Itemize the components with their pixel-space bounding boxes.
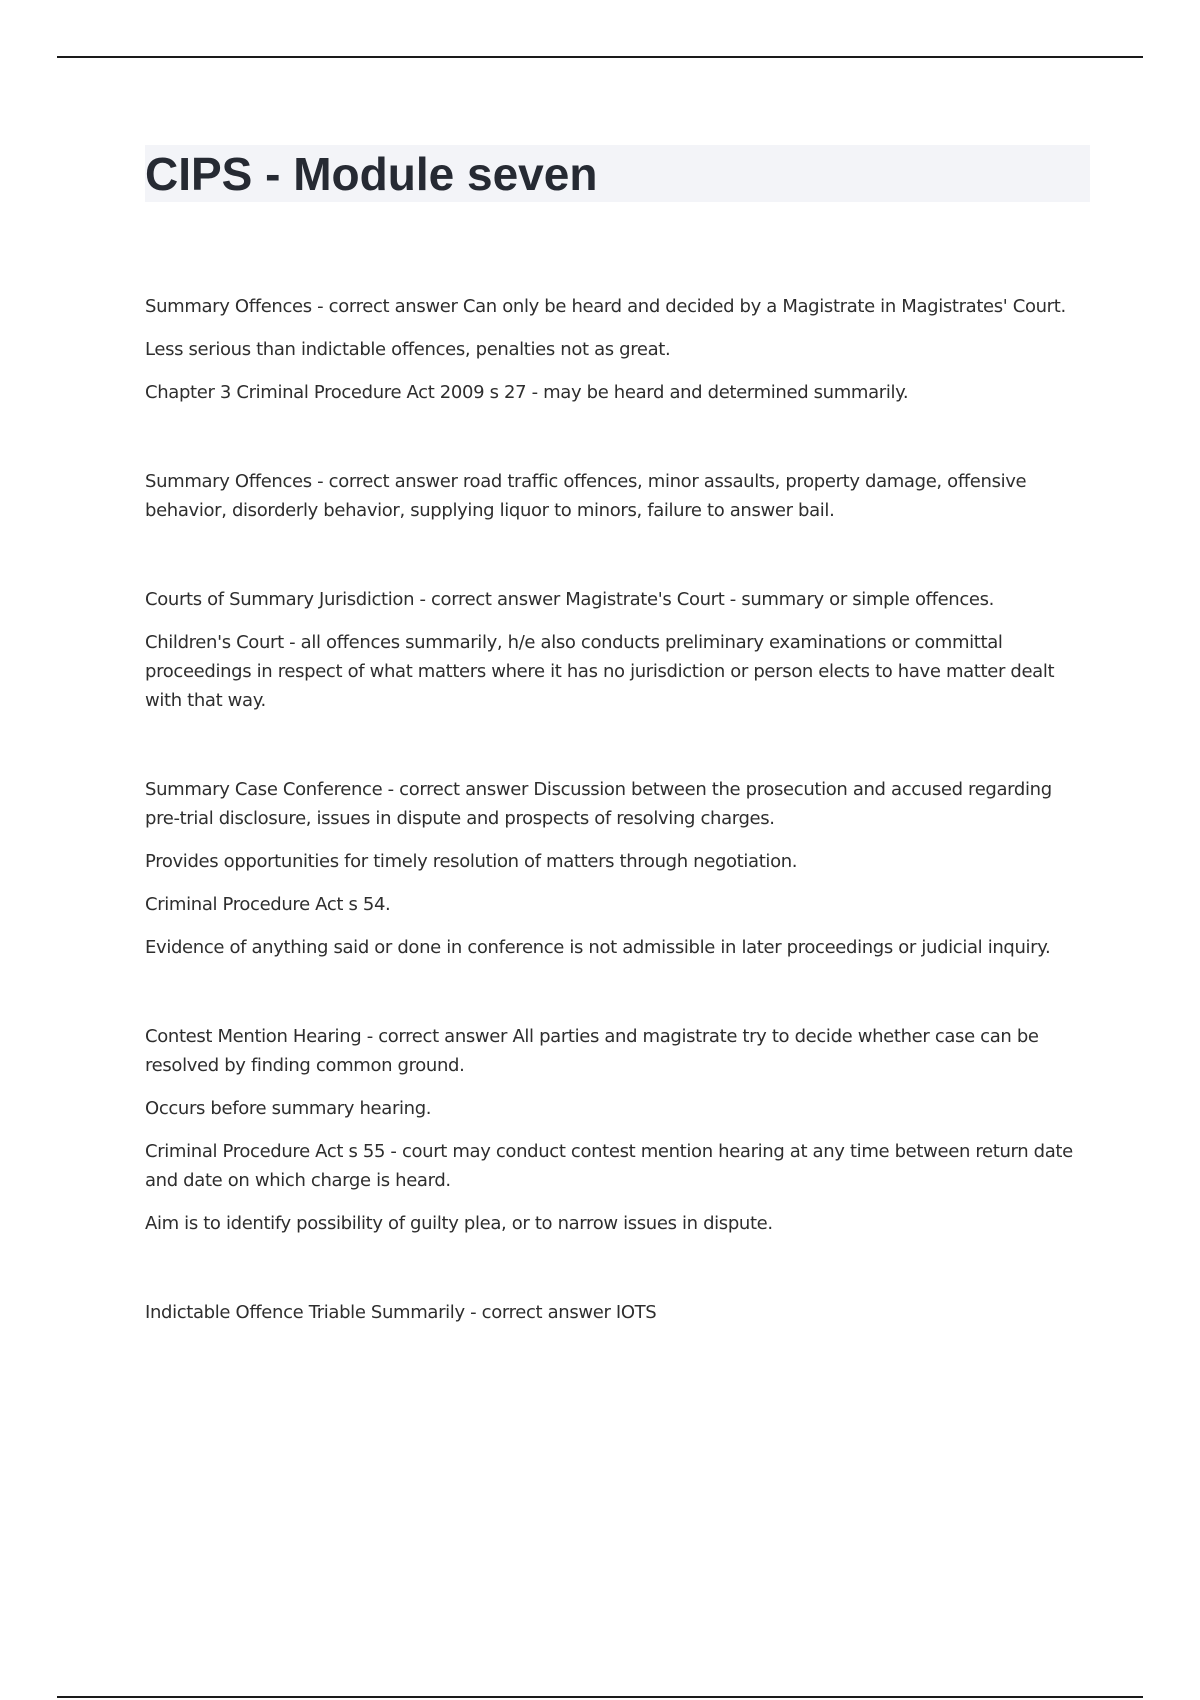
entry-paragraph: Occurs before summary hearing. <box>145 1098 432 1119</box>
entry-paragraph: Provides opportunities for timely resolution of matters through negotiation. <box>145 851 798 872</box>
qa-entry <box>145 1298 1090 1327</box>
qa-entry <box>145 585 1090 715</box>
entry-paragraph: Evidence of anything said or done in conference is not admissible in later proceedings or judicial inquiry. <box>145 937 1051 958</box>
entry-paragraph: Children's Court - all offences summarily, h/e also conducts preliminary examinations or committal proceedings in respect of what matters where it has no jurisdiction or person elects to have matter dealt with that way. <box>145 632 1055 711</box>
footer-rule <box>57 1696 1143 1698</box>
qa-entry <box>145 775 1090 962</box>
entry-paragraph: Contest Mention Hearing - correct answer All parties and magistrate try to decide whether case can be resolved by finding common ground. <box>145 1026 1039 1076</box>
header-rule <box>57 56 1143 58</box>
qa-entry <box>145 467 1090 525</box>
entry-paragraph: Chapter 3 Criminal Procedure Act 2009 s 27 - may be heard and determined summarily. <box>145 382 909 403</box>
entry-paragraph: Criminal Procedure Act s 54. <box>145 894 391 915</box>
entry-paragraph: Aim is to identify possibility of guilty plea, or to narrow issues in dispute. <box>145 1213 773 1234</box>
qa-entry <box>145 292 1090 407</box>
entry-paragraph: Summary Offences - correct answer Can only be heard and decided by a Magistrate in Magistrates' Court. <box>145 296 1066 317</box>
qa-entry <box>145 1022 1090 1238</box>
entry-paragraph: Summary Offences - correct answer road traffic offences, minor assaults, property damage, offensive behavior, disorderly behavior, supplying liquor to minors, failure to answer bail. <box>145 471 1027 521</box>
entry-paragraph: Criminal Procedure Act s 55 - court may conduct contest mention hearing at any time between return date and date on which charge is heard. <box>145 1141 1073 1191</box>
entry-paragraph: Summary Case Conference - correct answer Discussion between the prosecution and accused regarding pre-trial disclosure, issues in dispute and prospects of resolving charges. <box>145 779 1052 829</box>
entry-paragraph: Courts of Summary Jurisdiction - correct answer Magistrate's Court - summary or simple offences. <box>145 589 995 610</box>
entry-paragraph: Less serious than indictable offences, penalties not as great. <box>145 339 671 360</box>
page-title: CIPS - Module seven <box>145 148 598 200</box>
document-body <box>145 292 1090 1387</box>
entry-paragraph: Indictable Offence Triable Summarily - correct answer IOTS <box>145 1302 657 1323</box>
